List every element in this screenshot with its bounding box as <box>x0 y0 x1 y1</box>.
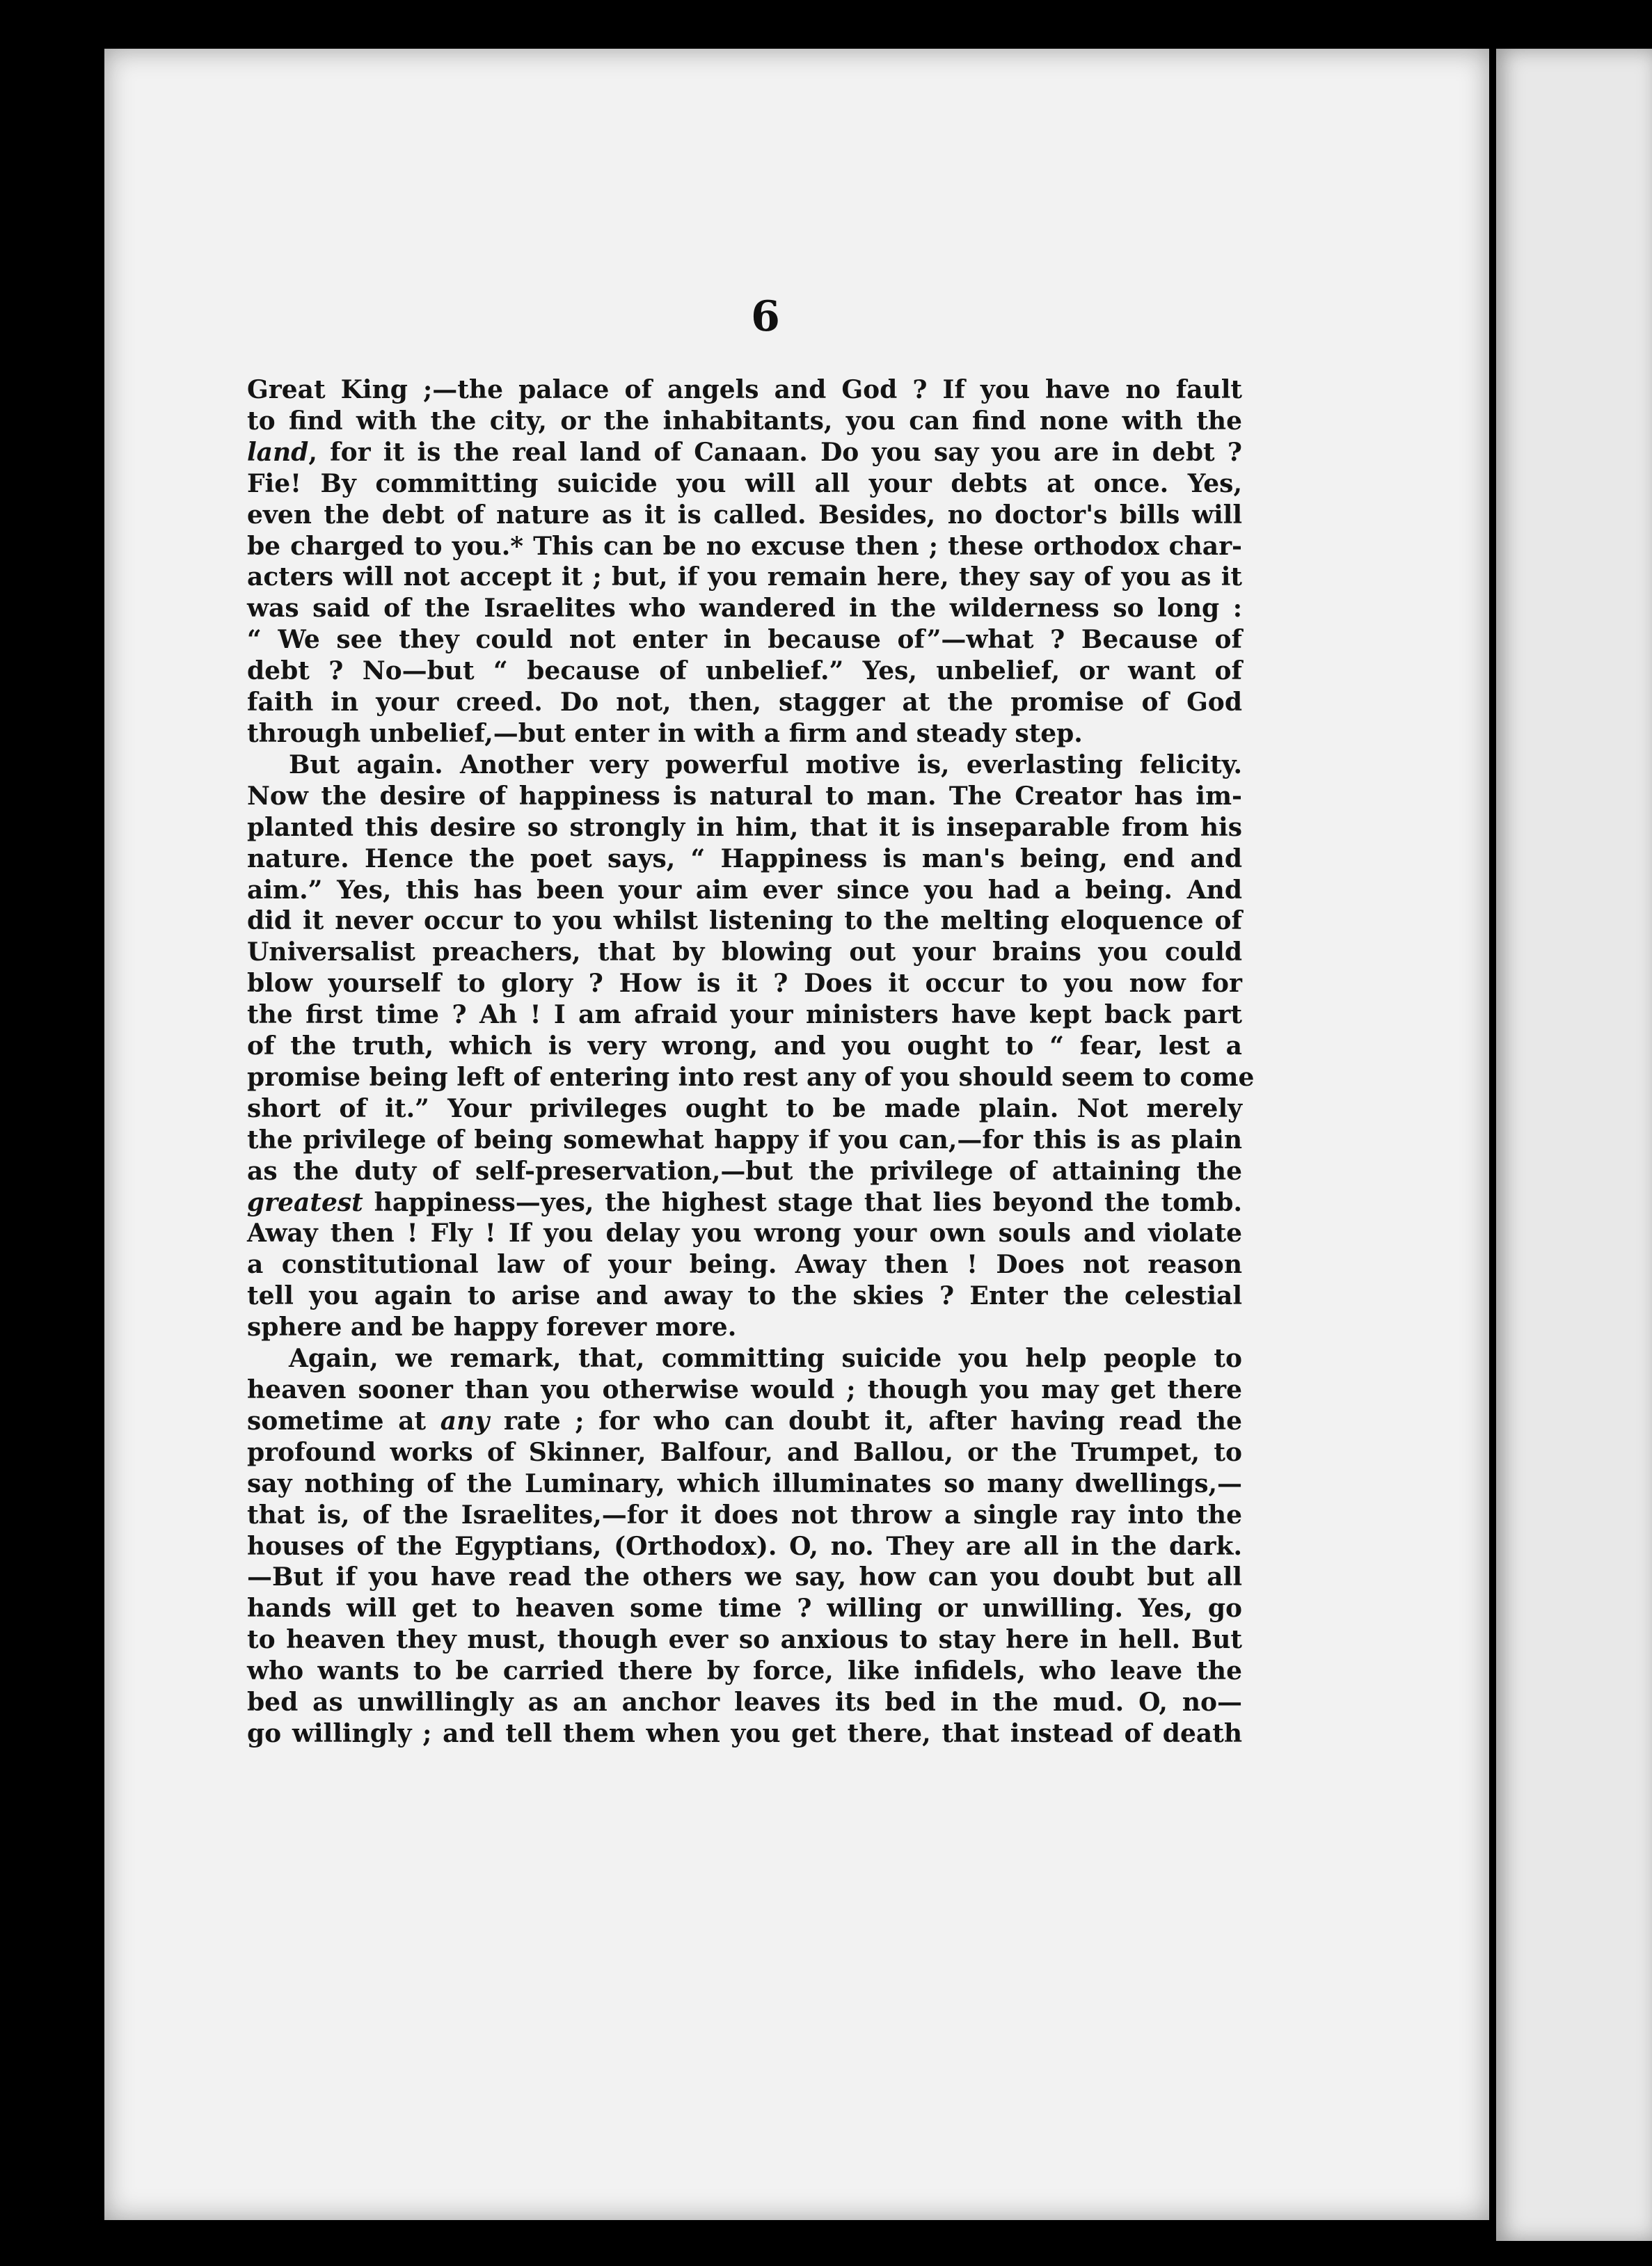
text-line: land, for it is the real land of Canaan. Do you say you are in debt ? <box>247 437 1242 467</box>
text-line: Universalist preachers, that by blowing out your brains you could <box>247 937 1242 967</box>
text-line: through unbelief,—but enter in with a firm and steady step. <box>247 718 1083 748</box>
text-line: Again, we remark, that, committing suicide you help people to <box>289 1344 1242 1374</box>
text-line: the privilege of being somewhat happy if you can,—for this is as plain <box>247 1125 1242 1155</box>
text-line: even the debt of nature as it is called. Besides, no doctor's bills will <box>247 500 1242 530</box>
facing-page-edge <box>1496 49 1652 2241</box>
text-line: debt ? No—but “ because of unbelief.” Yes, unbelief, or want of <box>247 656 1242 686</box>
text-line: heaven sooner than you otherwise would ; though you may get there <box>247 1375 1242 1404</box>
text-line: short of it.” Your privileges ought to be made plain. Not merely <box>247 1093 1242 1123</box>
page-number: 6 <box>751 292 780 341</box>
text-line: But again. Another very powerful motive is, everlasting felicity. <box>289 750 1242 779</box>
text-line: nature. Hence the poet says, “ Happiness is man's being, end and <box>247 843 1242 873</box>
text-line: as the duty of self-preservation,—but the privilege of attaining the <box>247 1156 1242 1186</box>
text-line: —But if you have read the others we say, how can you doubt but all <box>247 1562 1242 1592</box>
italic-word: any <box>440 1406 490 1436</box>
text-line: Now the desire of happiness is natural to man. The Creator has im- <box>247 781 1242 811</box>
text-line: tell you again to arise and away to the skies ? Enter the celestial <box>247 1281 1242 1311</box>
text-line: profound works of Skinner, Balfour, and Ballou, or the Trumpet, to <box>247 1437 1242 1467</box>
text-line: Great King ;—the palace of angels and God ? If you have no fault <box>247 375 1242 404</box>
text-line: promise being left of entering into rest any of you should seem to come <box>247 1062 1255 1092</box>
text-line: a constitutional law of your being. Away then ! Does not reason <box>247 1250 1242 1280</box>
italic-word: greatest <box>247 1187 363 1217</box>
text-line: blow yourself to glory ? How is it ? Does it occur to you now for <box>247 969 1242 999</box>
text-line: who wants to be carried there by force, like infidels, who leave the <box>247 1656 1242 1686</box>
text-line: greatest happiness—yes, the highest stage that lies beyond the tomb. <box>247 1187 1242 1217</box>
text-line: that is, of the Israelites,—for it does not throw a single ray into the <box>247 1500 1242 1530</box>
text-line: bed as unwillingly as an anchor leaves its bed in the mud. O, no— <box>247 1688 1242 1718</box>
text-line: was said of the Israelites who wandered in the wilderness so long : <box>247 594 1242 624</box>
text-line: sphere and be happy forever more. <box>247 1313 737 1342</box>
text-line: aim.” Yes, this has been your aim ever since you had a being. And <box>247 875 1242 905</box>
text-line: did it never occur to you whilst listening to the melting eloquence of <box>247 906 1242 936</box>
text-line: go willingly ; and tell them when you get there, that instead of death <box>247 1718 1242 1748</box>
text-line: planted this desire so strongly in him, that it is inseparable from his <box>247 812 1242 842</box>
italic-word: land <box>247 437 309 467</box>
text-line: Fie! By committing suicide you will all your debts at once. Yes, <box>247 468 1242 498</box>
text-line: acters will not accept it ; but, if you remain here, they say of you as it <box>247 562 1242 592</box>
text-line: hands will get to heaven some time ? willing or unwilling. Yes, go <box>247 1594 1242 1624</box>
text-line: be charged to you.* This can be no excuse then ; these orthodox char- <box>247 531 1242 561</box>
text-line: the first time ? Ah ! I am afraid your ministers have kept back part <box>247 1000 1242 1030</box>
text-line: of the truth, which is very wrong, and you ought to “ fear, lest a <box>247 1031 1242 1061</box>
text-line: “ We see they could not enter in because of”—what ? Because of <box>247 625 1242 655</box>
page-body <box>247 374 1255 1750</box>
text-line: faith in your creed. Do not, then, stagger at the promise of God <box>247 688 1242 718</box>
text-line: Away then ! Fly ! If you delay you wrong your own souls and violate <box>247 1219 1242 1249</box>
text-line: say nothing of the Luminary, which illuminates so many dwellings,— <box>247 1468 1242 1498</box>
text-line: sometime at any rate ; for who can doubt it, after having read the <box>247 1406 1242 1436</box>
text-line: houses of the Egyptians, (Orthodox). O, no. They are all in the dark. <box>247 1531 1242 1561</box>
text-line: to find with the city, or the inhabitants, you can find none with the <box>247 406 1242 436</box>
text-line: to heaven they must, though ever so anxious to stay here in hell. But <box>247 1625 1242 1655</box>
